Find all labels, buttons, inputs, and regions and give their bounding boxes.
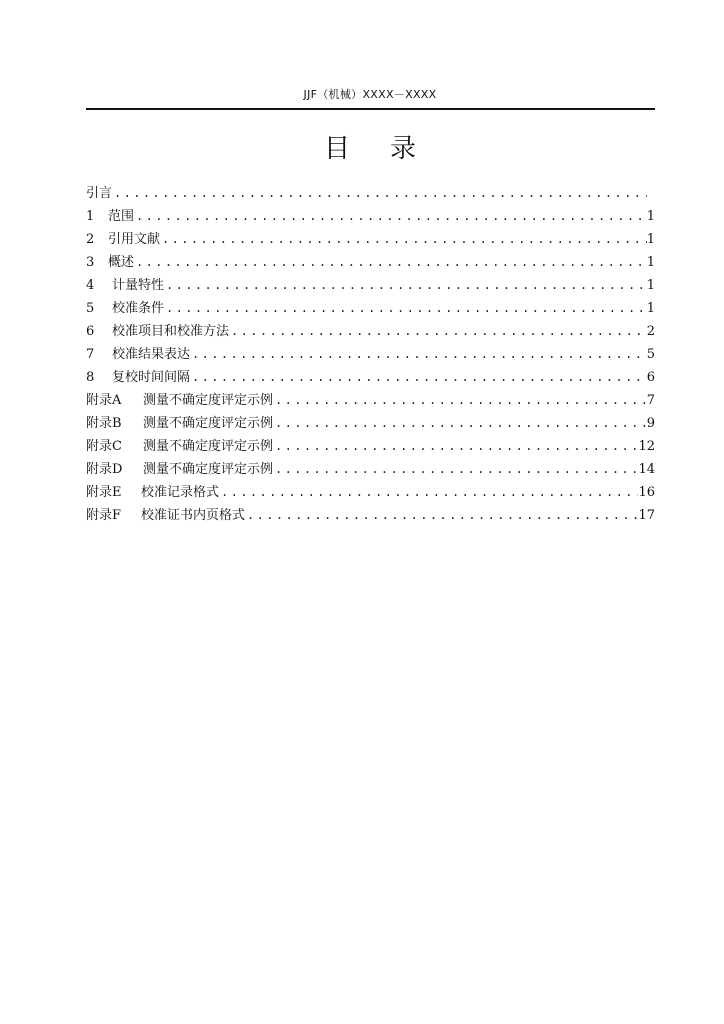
toc-item-appendix-f[interactable] <box>86 504 655 527</box>
toc-label <box>86 251 134 274</box>
toc-item-6[interactable] <box>86 320 655 343</box>
toc-item-8[interactable] <box>86 366 655 389</box>
toc-leader-dots <box>164 274 647 297</box>
toc-page-number: 5 <box>646 347 655 362</box>
toc-entry-text: 校准记录格式 <box>141 485 220 500</box>
toc-entry-number: 附录E <box>86 485 122 500</box>
toc-page-number: 17 <box>638 508 655 523</box>
toc-item-5[interactable] <box>86 297 655 320</box>
toc-leader-dots <box>245 504 638 527</box>
toc-entry-text: 校准项目和校准方法 <box>112 324 230 339</box>
toc-label <box>86 274 164 297</box>
toc-label <box>86 481 219 504</box>
toc-entry-number: 1 <box>86 209 95 224</box>
toc-entry-text: 引用文献 <box>108 232 161 247</box>
toc-entry-text: 测量不确定度评定示例 <box>143 439 274 454</box>
toc-entry-text: 测量不确定度评定示例 <box>143 416 274 431</box>
toc-page-number: 2 <box>646 324 655 339</box>
toc-label <box>86 435 273 458</box>
header-rule <box>86 108 655 110</box>
toc-entry-text: 概述 <box>108 255 135 270</box>
toc-entry-number: 4 <box>86 278 95 293</box>
toc-leader-dots <box>273 435 638 458</box>
toc-label <box>86 366 190 389</box>
toc-entry-number: 5 <box>86 301 95 316</box>
toc-page-number: 14 <box>638 462 655 477</box>
toc-item-appendix-d[interactable] <box>86 458 655 481</box>
page-title: 目录 <box>323 134 456 164</box>
toc-leader-dots <box>164 297 647 320</box>
toc-entry-number: 附录A <box>86 393 122 408</box>
toc-leader-dots <box>134 251 647 274</box>
toc-entry-number: 附录F <box>86 508 122 523</box>
toc-entry-text: 校准证书内页格式 <box>141 508 246 523</box>
toc-label <box>86 343 190 366</box>
toc-item-appendix-e[interactable] <box>86 481 655 504</box>
toc-entry-number: 3 <box>86 255 95 270</box>
toc-entry-number: 2 <box>86 232 95 247</box>
toc-item-appendix-c[interactable] <box>86 435 655 458</box>
toc-leader-dots <box>229 320 647 343</box>
toc-entry-text: 测量不确定度评定示例 <box>143 393 274 408</box>
toc-leader-dots <box>273 458 638 481</box>
toc-label <box>86 412 273 435</box>
toc-leader-dots <box>160 228 647 251</box>
toc-entry-text: 校准结果表达 <box>112 347 191 362</box>
toc-page-number: 9 <box>646 416 655 431</box>
toc-page-number: 1 <box>646 301 655 316</box>
toc-entry-number: 附录B <box>86 416 122 431</box>
toc-leader-dots <box>190 366 647 389</box>
toc-page-number: 6 <box>646 370 655 385</box>
toc-page-number: 12 <box>638 439 655 454</box>
toc-page-number: 1 <box>646 232 655 247</box>
toc-label <box>86 458 273 481</box>
toc-label <box>86 320 229 343</box>
table-of-contents <box>86 182 655 527</box>
toc-item-appendix-a[interactable] <box>86 389 655 412</box>
toc-label <box>86 389 273 412</box>
toc-page-number: 1 <box>646 278 655 293</box>
toc-entry-text: 计量特性 <box>112 278 165 293</box>
toc-leader-dots <box>112 182 647 205</box>
toc-item-4[interactable] <box>86 274 655 297</box>
toc-entry-text: 测量不确定度评定示例 <box>143 462 274 477</box>
toc-leader-dots <box>273 389 647 412</box>
toc-item-7[interactable] <box>86 343 655 366</box>
toc-entry-number: 7 <box>86 347 95 362</box>
toc-page-number: 1 <box>646 255 655 270</box>
toc-entry-text: 引言 <box>86 186 113 201</box>
toc-item-appendix-b[interactable] <box>86 412 655 435</box>
toc-leader-dots <box>219 481 638 504</box>
toc-leader-dots <box>273 412 647 435</box>
toc-page-number: 7 <box>646 393 655 408</box>
toc-leader-dots <box>190 343 647 366</box>
toc-label <box>86 504 245 527</box>
toc-label <box>86 297 164 320</box>
toc-entry-text: 范围 <box>108 209 135 224</box>
toc-item-2[interactable] <box>86 228 655 251</box>
toc-entry-number: 附录C <box>86 439 122 454</box>
toc-item-intro[interactable] <box>86 182 655 205</box>
toc-entry-number: 6 <box>86 324 95 339</box>
toc-item-3[interactable] <box>86 251 655 274</box>
toc-entry-text: 校准条件 <box>112 301 165 316</box>
toc-entry-text: 复校时间间隔 <box>112 370 191 385</box>
page-header: JJF（机械）XXXX－XXXX <box>303 88 437 101</box>
toc-label <box>86 182 112 205</box>
toc-page-number: 16 <box>638 485 655 500</box>
toc-item-1[interactable] <box>86 205 655 228</box>
toc-leader-dots <box>134 205 647 228</box>
toc-entry-number: 8 <box>86 370 95 385</box>
toc-entry-number: 附录D <box>86 462 123 477</box>
toc-page-number: 1 <box>646 209 655 224</box>
toc-label <box>86 205 134 228</box>
toc-label <box>86 228 160 251</box>
